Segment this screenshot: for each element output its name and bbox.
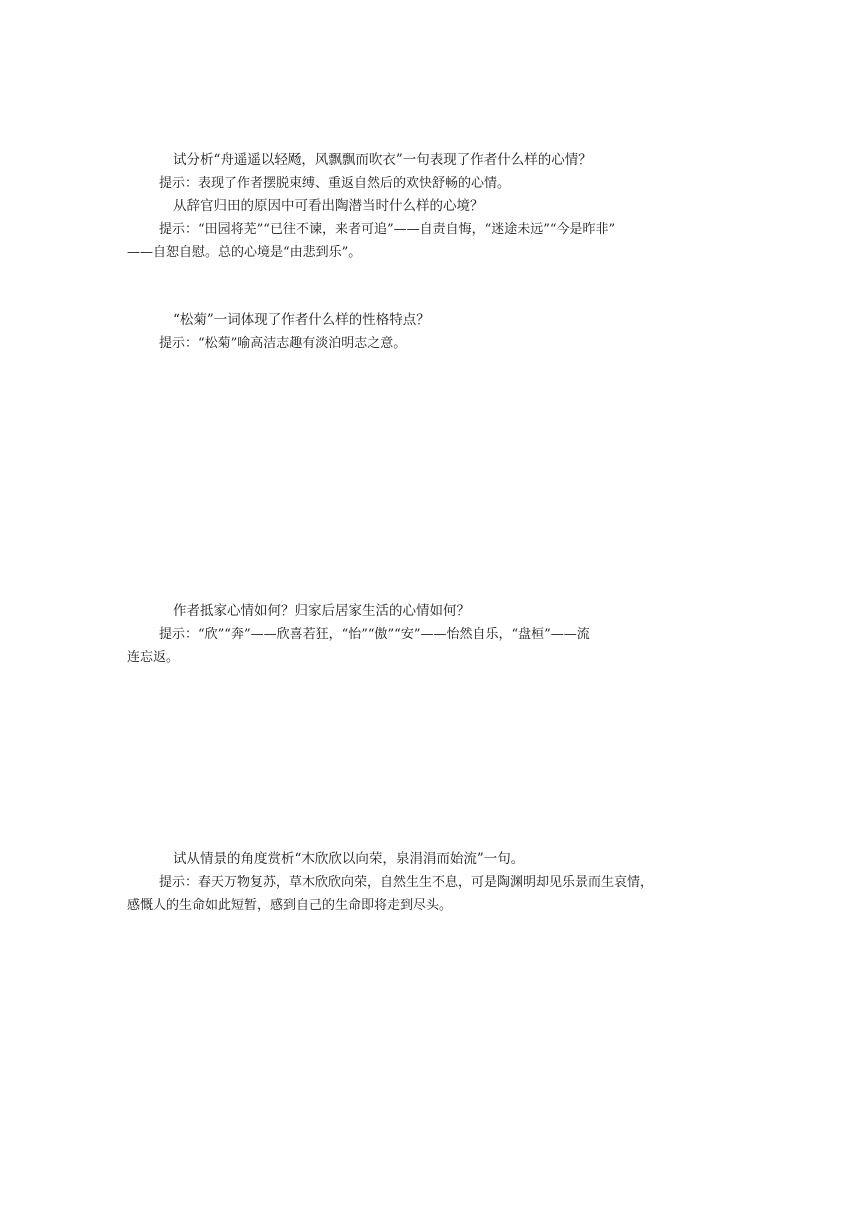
question-text: “松菊”一词体现了作者什么样的性格特点？	[173, 312, 430, 328]
qa-block-3	[127, 600, 737, 669]
hint-label: 提示：	[159, 176, 199, 191]
hint-label: 提示：	[159, 336, 199, 351]
answer-text: 表现了作者摆脱束缚、重返自然后的欢快舒畅的心情。	[198, 176, 511, 191]
question-text: 试从情景的角度赏析“木欣欣以向荣，泉涓涓而始流”一句。	[173, 851, 525, 867]
hint-label: 提示：	[159, 875, 199, 890]
qa-block-1	[127, 149, 737, 264]
answer-line	[127, 172, 737, 195]
answer-continuation	[127, 241, 737, 264]
answer-text: “欣”“奔”——欣喜若狂，“怡”“傲”“安”——怡然自乐，“盘桓”——流	[198, 627, 590, 642]
answer-text: “田园将芜”“已往不谏，来者可追”——自责自悔，“迷途未远”“今是昨非”	[198, 222, 616, 237]
answer-text: 春天万物复苏，草木欣欣向荣，自然生生不息，可是陶渊明却见乐景而生哀情，	[198, 875, 654, 890]
hint-label: 提示：	[159, 222, 199, 237]
qa-block-4	[127, 848, 737, 917]
qa-block-2	[127, 309, 737, 355]
answer-line	[127, 623, 737, 646]
answer-continuation	[127, 894, 737, 917]
answer-line	[127, 871, 737, 894]
question-text: 作者抵家心情如何？归家后居家生活的心情如何？	[173, 603, 470, 619]
answer-continuation	[127, 646, 737, 669]
hint-label: 提示：	[159, 627, 199, 642]
answer-text: 感慨人的生命如此短暂，感到自己的生命即将走到尽头。	[127, 898, 453, 913]
answer-text: “松菊”喻高洁志趣有淡泊明志之意。	[198, 336, 407, 351]
answer-text: ——自恕自慰。总的心境是“由悲到乐”。	[127, 245, 362, 260]
answer-line	[127, 218, 737, 241]
answer-text: 连忘返。	[127, 650, 180, 665]
question-text: 从辞官归田的原因中可看出陶潜当时什么样的心境？	[173, 198, 484, 214]
question-text: 试分析“舟遥遥以轻飏，风飘飘而吹衣”一句表现了作者什么样的心情？	[173, 152, 592, 168]
answer-line	[127, 332, 737, 355]
